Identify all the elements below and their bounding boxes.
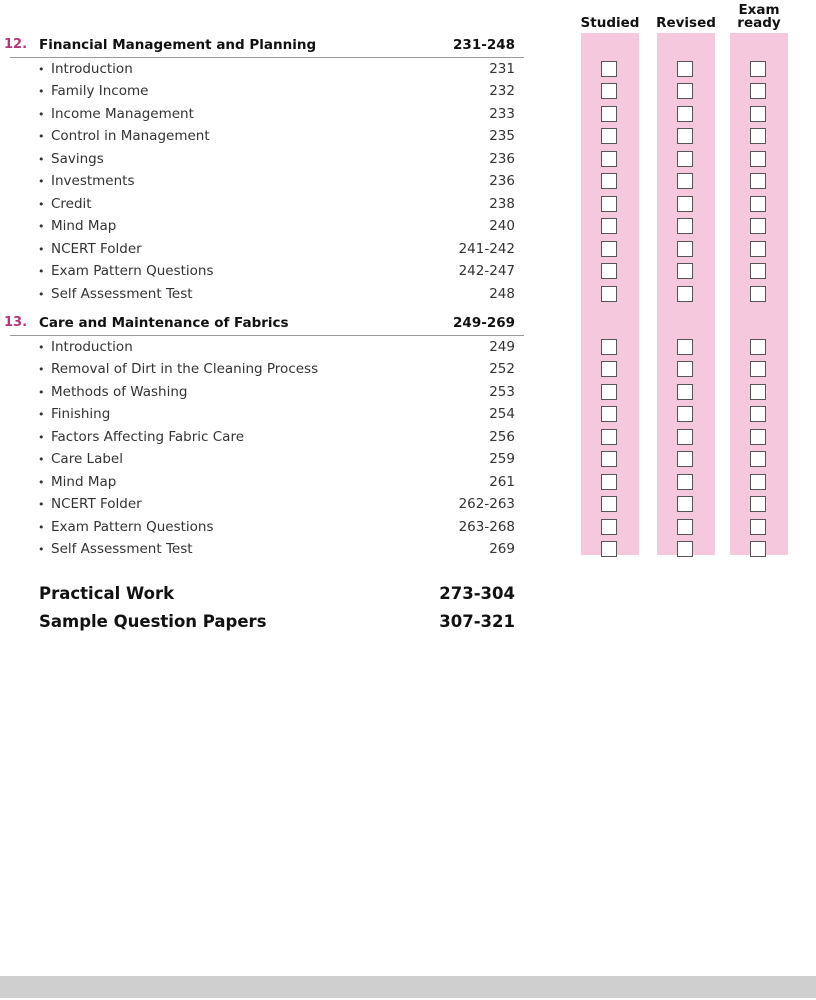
extra-section-pages: 273-304 [439, 584, 515, 603]
topic-title: Factors Affecting Fabric Care [51, 428, 245, 445]
topic-title: Credit [51, 195, 92, 212]
revised-checkbox[interactable] [677, 218, 693, 234]
bullet-icon: • [38, 63, 45, 76]
exam-ready-checkbox[interactable] [750, 61, 766, 77]
bullet-icon: • [38, 520, 45, 534]
studied-checkbox[interactable] [601, 496, 617, 512]
topic-title: NCERT Folder [51, 496, 142, 513]
revised-checkbox[interactable] [677, 286, 693, 302]
exam-ready-checkbox[interactable] [750, 451, 766, 467]
exam-ready-checkbox[interactable] [750, 106, 766, 122]
topic-title: Self Assessment Test [51, 285, 193, 302]
chapter-number: 13. [4, 315, 28, 330]
topic-title: Control in Management [51, 128, 210, 145]
chapter-title: Financial Management and Planning [39, 37, 317, 53]
studied-checkbox[interactable] [601, 541, 617, 557]
extra-section-pages: 307-321 [439, 612, 515, 631]
studied-checkbox[interactable] [601, 218, 617, 234]
topic-title: NCERT Folder [51, 240, 142, 257]
topic-title: Introduction [51, 339, 133, 355]
topic-page: 242-247 [458, 263, 515, 280]
studied-checkbox[interactable] [601, 429, 617, 445]
topic-title: Care Label [51, 451, 123, 468]
bullet-icon: • [38, 85, 45, 99]
topic-page: 235 [489, 128, 515, 145]
exam-ready-checkbox[interactable] [750, 429, 766, 445]
topic-page: 231 [489, 61, 515, 77]
exam-ready-checkbox[interactable] [750, 384, 766, 400]
chapter-title: Care and Maintenance of Fabrics [39, 315, 289, 331]
column-header-studied-label: Studied [580, 15, 640, 31]
topic-page: 241-242 [458, 240, 515, 257]
revised-checkbox[interactable] [677, 541, 693, 557]
studied-checkbox[interactable] [601, 241, 617, 257]
studied-checkbox[interactable] [601, 83, 617, 99]
topic-page: 261 [489, 473, 515, 490]
studied-checkbox[interactable] [601, 61, 617, 77]
topic-title: Family Income [51, 83, 149, 100]
studied-checkbox[interactable] [601, 406, 617, 422]
revised-checkbox[interactable] [677, 339, 693, 355]
revised-checkbox[interactable] [677, 474, 693, 490]
bullet-icon: • [38, 543, 45, 557]
exam-ready-checkbox[interactable] [750, 406, 766, 422]
exam-ready-checkbox[interactable] [750, 83, 766, 99]
column-header-exam-ready-label: Exam ready [737, 2, 781, 31]
chapter-pages: 249-269 [453, 315, 515, 331]
revised-checkbox[interactable] [677, 451, 693, 467]
topic-page: 262-263 [458, 496, 515, 513]
exam-ready-checkbox[interactable] [750, 361, 766, 377]
bullet-icon: • [38, 475, 45, 489]
revised-checkbox[interactable] [677, 151, 693, 167]
topic-page: 259 [489, 451, 515, 468]
studied-checkbox[interactable] [601, 128, 617, 144]
exam-ready-checkbox[interactable] [750, 263, 766, 279]
topic-title: Savings [51, 150, 104, 167]
exam-ready-checkbox[interactable] [750, 151, 766, 167]
revised-checkbox[interactable] [677, 106, 693, 122]
bullet-icon: • [38, 498, 45, 512]
topic-page: 233 [489, 105, 515, 122]
bullet-icon: • [38, 453, 45, 467]
revised-checkbox[interactable] [677, 128, 693, 144]
topic-page: 253 [489, 383, 515, 400]
topic-title: Mind Map [51, 218, 117, 235]
revised-checkbox[interactable] [677, 384, 693, 400]
chapter-rule [10, 57, 524, 58]
topic-page: 236 [489, 150, 515, 167]
topic-title: Self Assessment Test [51, 541, 193, 558]
exam-ready-checkbox[interactable] [750, 218, 766, 234]
topic-title: Finishing [51, 406, 111, 423]
topic-page: 263-268 [458, 518, 515, 535]
topic-page: 256 [489, 428, 515, 445]
revised-checkbox[interactable] [677, 429, 693, 445]
chapter-rule [10, 335, 524, 336]
bullet-icon: • [38, 265, 45, 279]
studied-checkbox[interactable] [601, 384, 617, 400]
studied-checkbox[interactable] [601, 151, 617, 167]
exam-ready-checkbox[interactable] [750, 286, 766, 302]
revised-checkbox[interactable] [677, 196, 693, 212]
topic-title: Income Management [51, 105, 194, 122]
bullet-icon: • [38, 197, 45, 211]
topic-page: 236 [489, 173, 515, 190]
exam-ready-checkbox[interactable] [750, 241, 766, 257]
chapter-number: 12. [4, 37, 28, 52]
revised-checkbox[interactable] [677, 496, 693, 512]
topic-page: 252 [489, 361, 515, 378]
footer-bar [0, 976, 816, 998]
topic-page: 248 [489, 285, 515, 302]
bullet-icon: • [38, 220, 45, 234]
topic-page: 240 [489, 218, 515, 235]
column-header-exam-ready [715, 0, 803, 30]
bullet-icon: • [38, 242, 45, 256]
topic-page: 232 [489, 83, 515, 100]
topic-page: 254 [489, 406, 515, 423]
revised-checkbox[interactable] [677, 263, 693, 279]
exam-ready-checkbox[interactable] [750, 496, 766, 512]
studied-checkbox[interactable] [601, 339, 617, 355]
extra-section-title: Practical Work [39, 584, 175, 603]
topic-page: 269 [489, 541, 515, 558]
bullet-icon: • [38, 341, 45, 354]
topic-title: Mind Map [51, 473, 117, 490]
revised-checkbox[interactable] [677, 61, 693, 77]
studied-checkbox[interactable] [601, 263, 617, 279]
topic-title: Methods of Washing [51, 383, 188, 400]
exam-ready-checkbox[interactable] [750, 339, 766, 355]
topic-title: Exam Pattern Questions [51, 263, 214, 280]
bullet-icon: • [38, 430, 45, 444]
column-header-studied [566, 0, 654, 30]
studied-checkbox[interactable] [601, 451, 617, 467]
bullet-icon: • [38, 130, 45, 144]
topic-title: Removal of Dirt in the Cleaning Process [51, 361, 319, 378]
exam-ready-checkbox[interactable] [750, 474, 766, 490]
bullet-icon: • [38, 385, 45, 399]
studied-checkbox[interactable] [601, 286, 617, 302]
exam-ready-checkbox[interactable] [750, 173, 766, 189]
revised-checkbox[interactable] [677, 519, 693, 535]
revised-checkbox[interactable] [677, 173, 693, 189]
bullet-icon: • [38, 287, 45, 301]
studied-checkbox[interactable] [601, 196, 617, 212]
exam-ready-checkbox[interactable] [750, 196, 766, 212]
revised-checkbox[interactable] [677, 406, 693, 422]
exam-ready-checkbox[interactable] [750, 128, 766, 144]
studied-checkbox[interactable] [601, 106, 617, 122]
bullet-icon: • [38, 363, 45, 377]
studied-checkbox[interactable] [601, 474, 617, 490]
topic-title: Introduction [51, 61, 133, 77]
chapter-pages: 231-248 [453, 37, 515, 53]
studied-checkbox[interactable] [601, 361, 617, 377]
exam-ready-checkbox[interactable] [750, 541, 766, 557]
revised-checkbox[interactable] [677, 361, 693, 377]
exam-ready-checkbox[interactable] [750, 519, 766, 535]
column-header-revised-label: Revised [656, 15, 716, 31]
topic-page: 238 [489, 195, 515, 212]
topic-page: 249 [489, 339, 515, 355]
revised-checkbox[interactable] [677, 83, 693, 99]
topic-title: Exam Pattern Questions [51, 518, 214, 535]
bullet-icon: • [38, 107, 45, 121]
revised-checkbox[interactable] [677, 241, 693, 257]
extra-section-title: Sample Question Papers [39, 612, 267, 631]
bullet-icon: • [38, 152, 45, 166]
studied-checkbox[interactable] [601, 173, 617, 189]
studied-checkbox[interactable] [601, 519, 617, 535]
bullet-icon: • [38, 408, 45, 422]
bullet-icon: • [38, 175, 45, 189]
topic-title: Investments [51, 173, 135, 190]
